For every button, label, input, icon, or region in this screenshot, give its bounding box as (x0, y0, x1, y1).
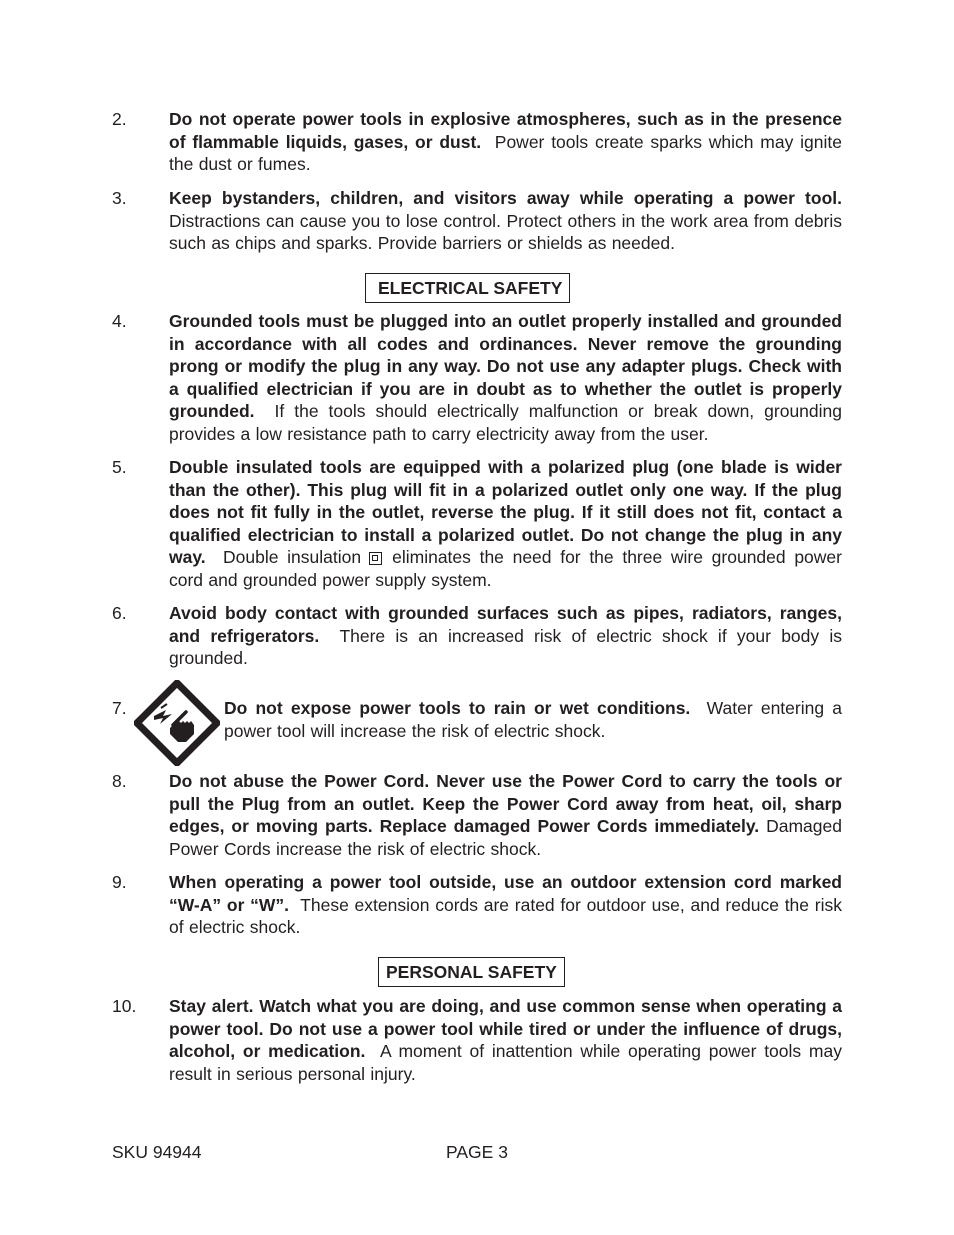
item-bold-text: Stay alert. Watch what you are doing, and use common sense when operating a power tool. Do not use a power tool while tired or under the influence of drugs, alcohol, or medication. (169, 996, 842, 1062)
item-number: 5. (112, 457, 127, 477)
item-bold-text: Keep bystanders, children, and visitors away while operating a power tool. (169, 188, 842, 208)
item-bold-text: Do not expose power tools to rain or wet conditions. (224, 698, 691, 718)
item-number: 6. (112, 603, 127, 623)
item-bold-text: Avoid body contact with grounded surfaces such as pipes, radiators, ranges, and refrigerators. (169, 603, 842, 646)
safety-item-9 (112, 871, 842, 939)
section-heading-electrical-safety: ELECTRICAL SAFETY (365, 273, 570, 303)
item-normal-text: Water entering a power tool will increase the risk of electric shock. (224, 698, 842, 741)
item-normal-text: If the tools should electrically malfunction or break down, grounding provides a low resistance path to carry electricity away from the user. (169, 401, 842, 444)
safety-item-4 (112, 310, 842, 446)
safety-item-6 (112, 602, 842, 670)
item-normal-text: Power tools create sparks which may ignite the dust or fumes. (169, 131, 843, 175)
section-heading-personal-safety: PERSONAL SAFETY (378, 957, 565, 987)
safety-item-5 (112, 456, 842, 592)
item-normal-text: A moment of inattention while operating power tools may result in serious personal injury. (169, 1041, 842, 1084)
item-number: 3. (112, 188, 127, 208)
safety-item-2 (112, 108, 842, 176)
item-bold-text: Grounded tools must be plugged into an outlet properly installed and grounded in accordance with all codes and ordinances. Never remove the grounding prong or modify the plug in any way. Do not use any adapter plugs. Check with a qualified electrician if you are in doubt as to whether the outlet is properly grounded. (169, 311, 842, 422)
item-normal-text: eliminates the need for the three wire grounded power cord and grounded power supply system. (169, 547, 842, 590)
footer-sku: SKU 94944 (112, 1142, 202, 1162)
safety-item-3 (112, 187, 842, 255)
item-normal-text: Double insulation (223, 547, 362, 568)
item-normal-text: There is an increased risk of electric shock if your body is grounded. (169, 625, 843, 669)
item-bold-text: Do not operate power tools in explosive atmospheres, such as in the presence of flammable liquids, gases, or dust. (169, 109, 842, 152)
item-normal-text: Distractions can cause you to lose control. Protect others in the work area from debris such as chips and sparks. Provide barriers or shields as needed. (169, 210, 842, 254)
item-number: 10. (112, 996, 137, 1016)
item-number: 2. (112, 109, 127, 129)
item-normal-text: Damaged Power Cords increase the risk of electric shock. (169, 816, 842, 859)
item-number: 9. (112, 872, 127, 892)
item-bold-text: Double insulated tools are equipped with a polarized plug (one blade is wider than the other). This plug will fit in a polarized outlet only one way. If the plug does not fit fully in the outlet, reverse the plug. If it still does not fit, contact a qualified electrician to install a polarized outlet. Do not change the plug in any way. (169, 457, 842, 568)
item-number: 7. (112, 698, 127, 718)
item-bold-text: Do not abuse the Power Cord. Never use the Power Cord to carry the tools or pull the Plug from an outlet. Keep the Power Cord away from heat, oil, sharp edges, or moving parts. Replace damaged Power Cords immediately. (169, 771, 842, 837)
item-normal-text: These extension cords are rated for outdoor use, and reduce the risk of electric shock. (169, 894, 842, 938)
safety-item-8 (112, 770, 842, 860)
item-number: 8. (112, 771, 127, 791)
double-insulation-icon (369, 552, 382, 565)
item-bold-text: When operating a power tool outside, use an outdoor extension cord marked “W-A” or “W”. (169, 872, 842, 915)
footer-page-number: PAGE 3 (446, 1142, 508, 1162)
safety-item-10 (112, 995, 842, 1085)
item-number: 4. (112, 311, 127, 331)
safety-item-7 (112, 697, 842, 742)
